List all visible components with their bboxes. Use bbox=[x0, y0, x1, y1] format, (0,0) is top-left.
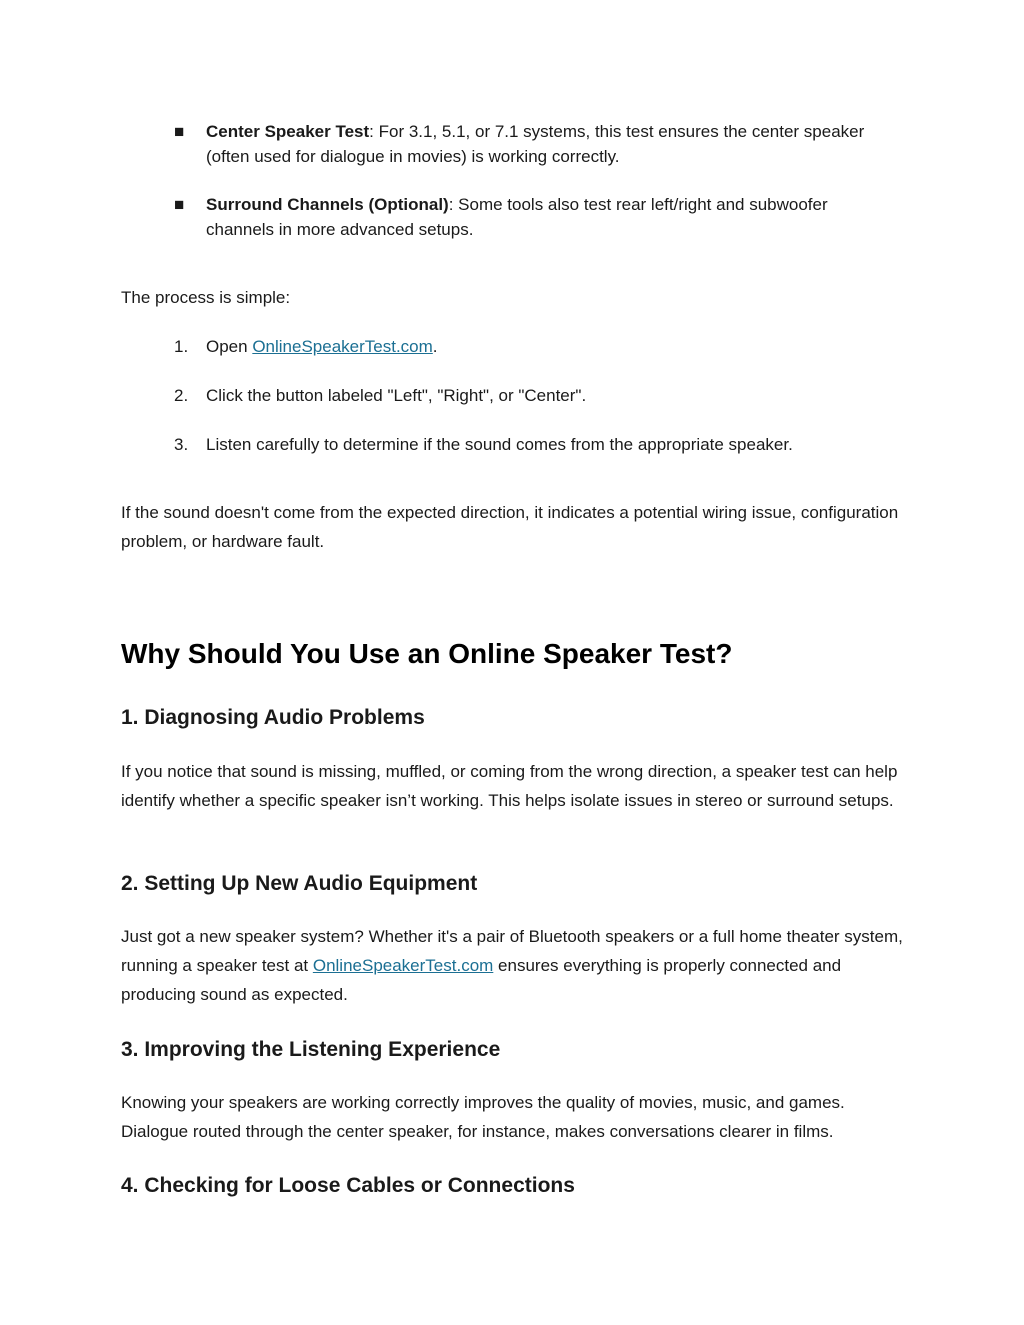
step-number: 3. bbox=[174, 435, 189, 454]
reason-heading-2: 2. Setting Up New Audio Equipment bbox=[121, 872, 478, 895]
reason-heading-1: 1. Diagnosing Audio Problems bbox=[121, 706, 425, 729]
reason-body-text-after: ensures everything is properly connected and producing sound as expected. bbox=[121, 956, 842, 1004]
reason-heading-4: 4. Checking for Loose Cables or Connections bbox=[121, 1174, 575, 1197]
step-text-before: Open bbox=[206, 337, 253, 356]
step-text-after: . bbox=[432, 337, 438, 356]
onlinespeakertest-link[interactable]: OnlineSpeakerTest.com bbox=[252, 337, 433, 356]
bullet-label: Surround Channels (Optional) bbox=[206, 195, 449, 214]
process-intro: The process is simple: bbox=[121, 288, 291, 307]
step-number: 2. bbox=[174, 386, 189, 405]
bullet-text bbox=[206, 192, 896, 242]
reason-body-1: If you notice that sound is missing, muffled, or coming from the wrong direction, a speaker test can help identify whether a specific speaker isn’t working. This helps isolate issues in stereo or surround setups. bbox=[121, 762, 898, 810]
step-text: Click the button labeled "Left", "Right", or "Center". bbox=[206, 386, 587, 405]
step-text bbox=[206, 334, 896, 359]
reason-body-2 bbox=[121, 922, 911, 1009]
reason-heading-3: 3. Improving the Listening Experience bbox=[121, 1038, 501, 1061]
bullet-description: : Some tools also test rear left/right and subwoofer channels in more advanced setups. bbox=[206, 195, 828, 239]
section-title: Why Should You Use an Online Speaker Test? bbox=[121, 638, 733, 669]
bullet-text bbox=[206, 119, 896, 169]
bullet-description: : For 3.1, 5.1, or 7.1 systems, this test ensures the center speaker (often used for dialogue in movies) is working correctly. bbox=[206, 122, 865, 166]
step-text: Listen carefully to determine if the sound comes from the appropriate speaker. bbox=[206, 435, 793, 454]
step-number: 1. bbox=[174, 337, 189, 356]
onlinespeakertest-link[interactable]: OnlineSpeakerTest.com bbox=[312, 956, 494, 975]
square-bullet-icon: ■ bbox=[174, 195, 185, 214]
reason-body-3: Knowing your speakers are working correctly improves the quality of movies, music, and games. Dialogue routed through the center speaker, for instance, makes conversations clearer in films. bbox=[121, 1093, 845, 1141]
bullet-label: Center Speaker Test bbox=[206, 122, 370, 141]
reason-body-text-before: Just got a new speaker system? Whether it's a pair of Bluetooth speakers or a full home theater system, running a speaker test at bbox=[121, 927, 903, 975]
direction-note: If the sound doesn't come from the expected direction, it indicates a potential wiring issue, configuration problem, or hardware fault. bbox=[121, 503, 899, 551]
square-bullet-icon: ■ bbox=[174, 122, 185, 141]
